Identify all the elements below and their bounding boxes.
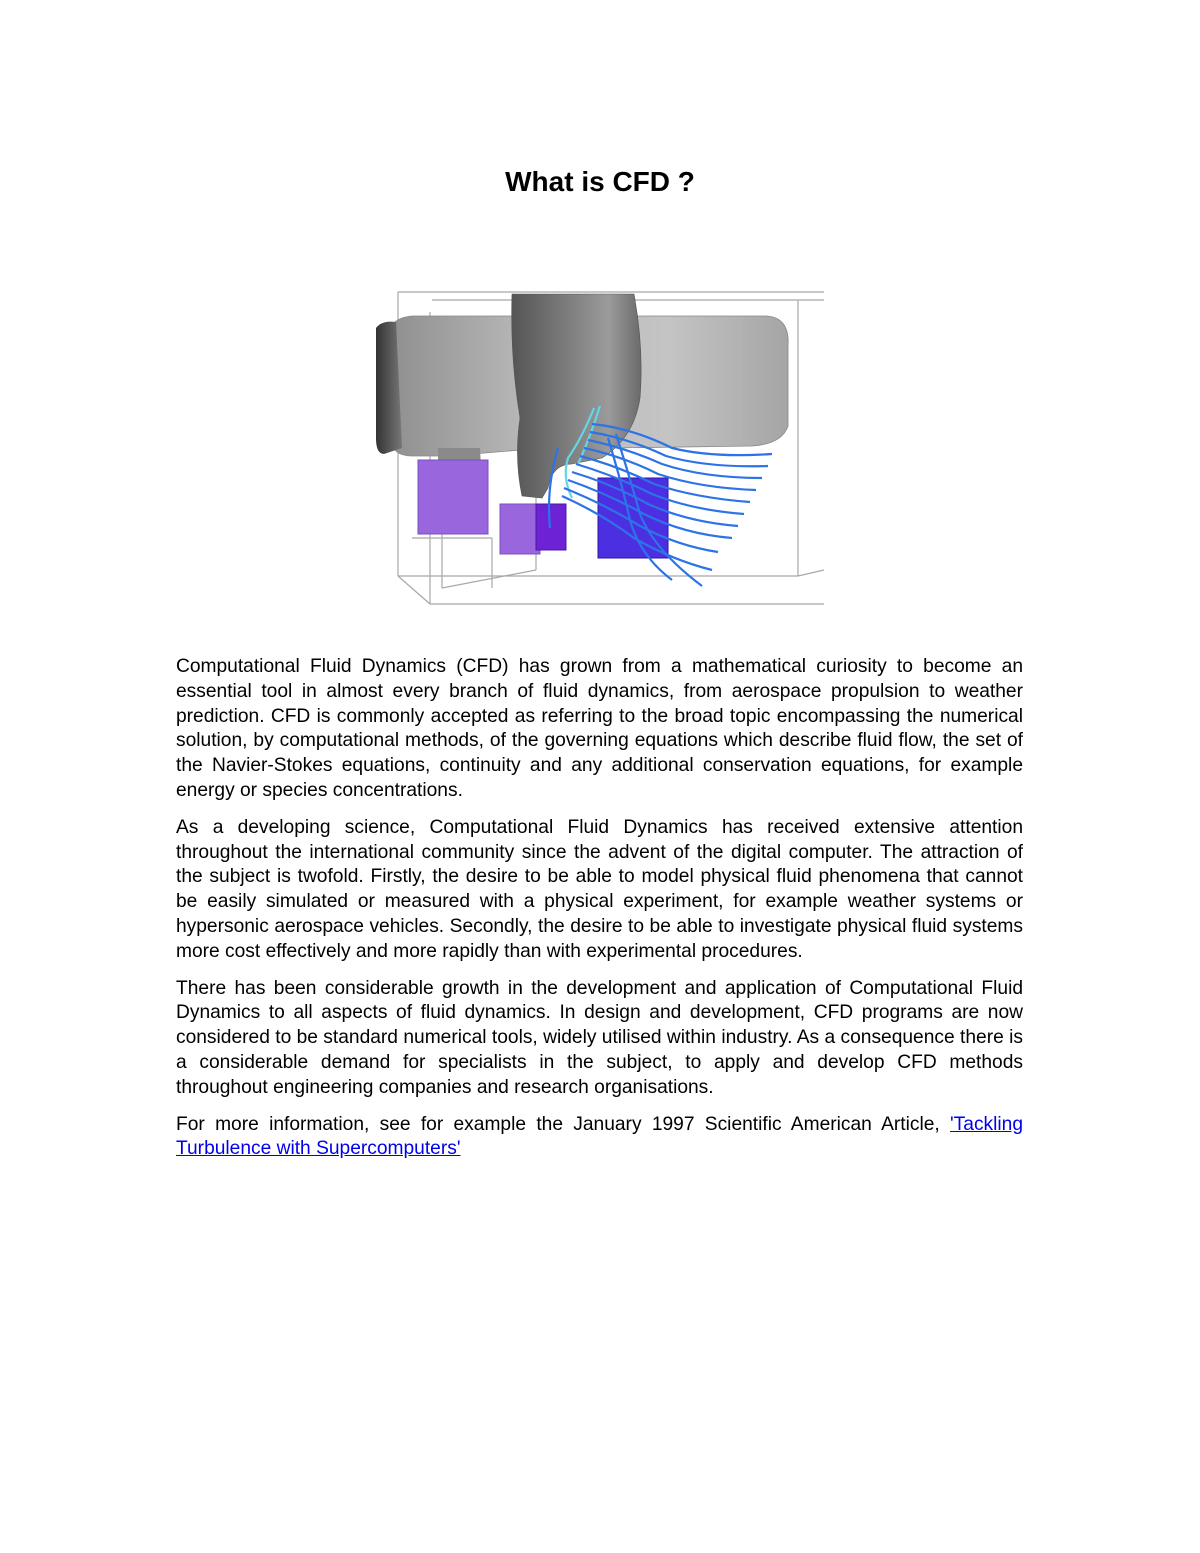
paragraph-developing-science: As a developing science, Computational Fluid Dynamics has received extensive attention throughout the international community since the advent of the digital computer. The attraction of the subject is twofold. Firstly, the desire to be able to model physical fluid phenomena that cannot be easily simulated or measured with a physical experiment, for example weather systems or hypersonic aerospace vehicles. Secondly, the desire to be able to investigate physical fluid systems more cost effectively and more rapidly than with experimental procedures.: [176, 816, 1023, 962]
paragraph-more-info: [176, 1113, 1023, 1163]
more-info-text: For more information, see for example the January 1997 Scientific American Article,: [176, 1113, 940, 1135]
cfd-simulation-figure: [372, 288, 828, 610]
grey-plume: [512, 294, 641, 498]
purple-block-small: [500, 504, 540, 554]
article-body: [176, 655, 1023, 1174]
scientific-american-link[interactable]: 'Tackling Turbulence with Supercomputers': [176, 1113, 1023, 1160]
purple-block-left: [418, 460, 488, 534]
paragraph-intro: Computational Fluid Dynamics (CFD) has grown from a mathematical curiosity to become an essential tool in almost every branch of fluid dynamics, from aerospace propulsion to weather prediction. CFD is commonly accepted as referring to the broad topic encompassing the numerical solution, by computational methods, of the governing equations which describe fluid flow, the set of the Navier-Stokes equations, continuity and any additional conservation equations, for example energy or species concentrations.: [176, 656, 1023, 801]
paragraph-growth: There has been considerable growth in the development and application of Computational Fluid Dynamics to all aspects of fluid dynamics. In design and development, CFD programs are now considered to be standard numerical tools, widely utilised within industry. As a consequence there is a considerable demand for specialists in the subject, to apply and develop CFD methods throughout engineering companies and research organisations.: [176, 977, 1023, 1098]
page-title: What is CFD ?: [505, 166, 695, 197]
